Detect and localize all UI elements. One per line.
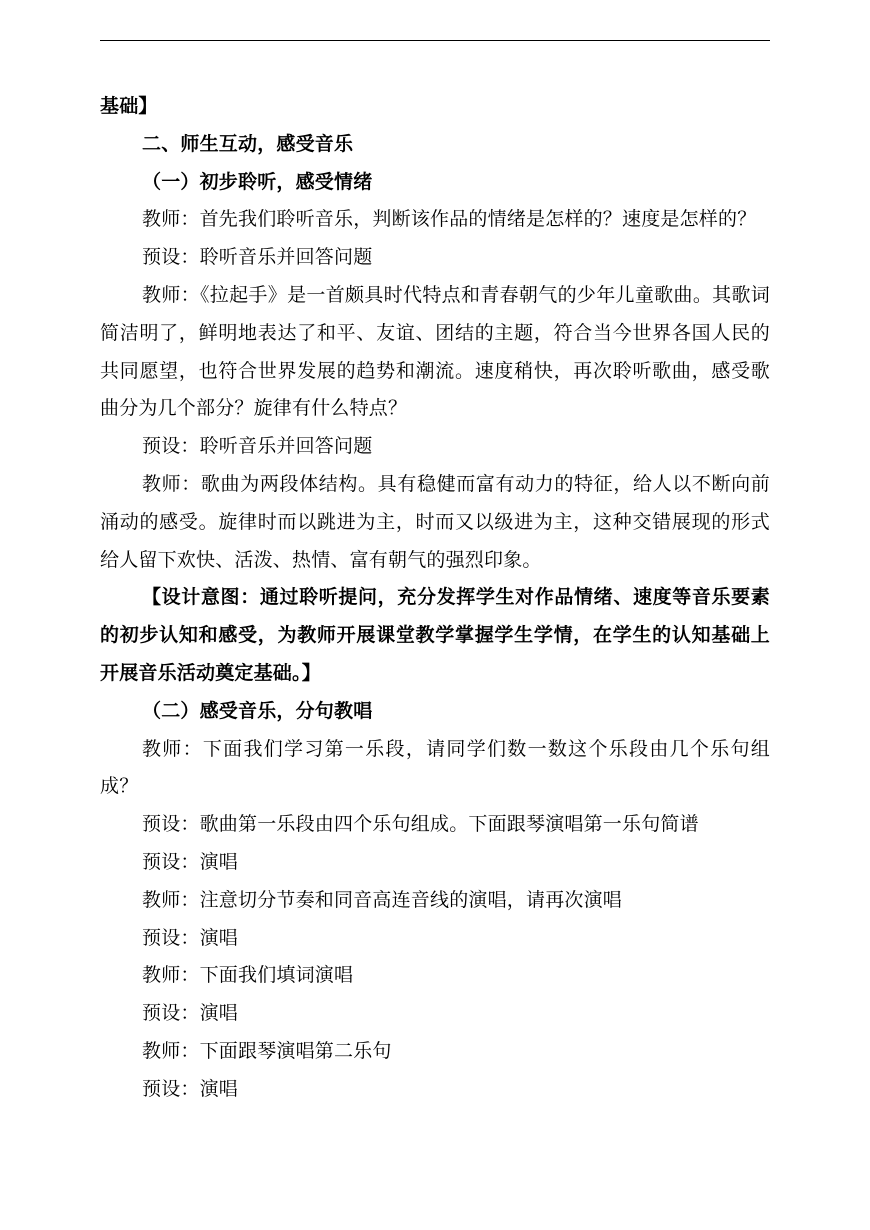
paragraph-design-intent-tail: 基础】 — [100, 95, 158, 117]
paragraph: 教师：注意切分节奏和同音高连音线的演唱，请再次演唱 — [142, 888, 623, 911]
paragraph: 教师：《拉起手》是一首颇具时代特点和青春朝气的少年儿童歌曲。其歌词简洁明了，鲜明地表达了和平、友谊、团结的主题，符合当今世界各国人民的共同愿望，也符合世界发展的趋势和潮流。速度稍快，再次聆听歌曲，感受歌曲分为几个部分？旋律有什么特点？ — [100, 283, 770, 420]
paragraph: 预设：演唱 — [142, 850, 239, 873]
paragraph: 教师：歌曲为两段体结构。具有稳健而富有动力的特征，给人以不断向前涌动的感受。旋律时而以跳进为主，时而又以级进为主，这种交错展现的形式给人留下欢快、活泼、热情、富有朝气的强烈印象。 — [100, 472, 770, 571]
paragraph: 预设：聆听音乐并回答问题 — [142, 246, 373, 269]
paragraph: 教师：下面我们填词演唱 — [142, 964, 354, 987]
paragraph: 预设：歌曲第一乐段由四个乐句组成。下面跟琴演唱第一乐句简谱 — [142, 813, 699, 836]
paragraph: 预设：演唱 — [142, 926, 239, 949]
subsection-heading: （一）初步聆听，感受情绪 — [142, 170, 373, 193]
paragraph: 教师：下面跟琴演唱第二乐句 — [142, 1039, 392, 1062]
design-intent-paragraph: 【设计意图：通过聆听提问，充分发挥学生对作品情绪、速度等音乐要素的初步认知和感受，为教师开展课堂教学掌握学生学情，在学生的认知基础上开展音乐活动奠定基础。】 — [100, 586, 770, 684]
paragraph: 教师：下面我们学习第一乐段，请同学们数一数这个乐段由几个乐句组成？ — [100, 737, 770, 798]
paragraph: 预设：聆听音乐并回答问题 — [142, 435, 373, 458]
paragraph: 预设：演唱 — [142, 1002, 239, 1025]
subsection-heading: （二）感受音乐，分句教唱 — [142, 699, 373, 722]
section-heading: 二、师生互动，感受音乐 — [142, 132, 354, 155]
paragraph: 教师：首先我们聆听音乐，判断该作品的情绪是怎样的？速度是怎样的？ — [142, 208, 757, 231]
header-rule — [100, 40, 770, 41]
paragraph: 预设：演唱 — [142, 1077, 239, 1100]
document-body — [100, 88, 770, 1109]
